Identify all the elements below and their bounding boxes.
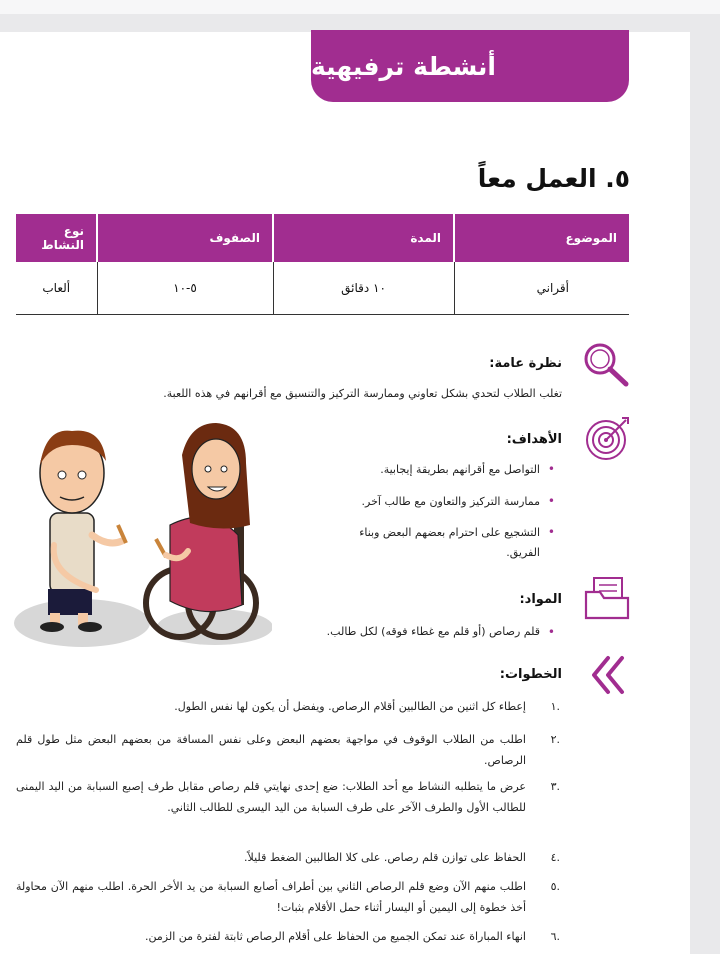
double-chevron-icon (588, 652, 628, 698)
table-header-cell: الصفوف (97, 214, 273, 262)
bullet: • (547, 494, 555, 508)
step-number: ٥. (550, 880, 560, 893)
step-item: انهاء المباراة عند تمكن الجميع من الحفاظ على أقلام الرصاص ثابتة لفترة من الزمن. (145, 930, 526, 943)
overview-text: تغلب الطلاب لتحدي بشكل تعاوني وممارسة التركيز والتنسيق مع أقرانهم في هذه اللعبة. (163, 387, 562, 400)
top-strip (0, 0, 720, 14)
table-header-cell: نوع النشاط (16, 214, 97, 262)
overview-heading: نظرة عامة: (489, 356, 562, 371)
table-header-cell: المدة (273, 214, 454, 262)
step-item: إعطاء كل اثنين من الطالبين أقلام الرصاص. ويفضل أن يكون لها نفس الطول. (174, 700, 526, 713)
banner-title: أنشطة ترفيهية (311, 51, 496, 81)
table-cell: ٥-١٠ (97, 262, 273, 315)
bullet: • (547, 525, 555, 539)
folder-icon (582, 574, 632, 622)
students-illustration (10, 405, 272, 653)
goal-item: التواصل مع أقرانهم بطريقة إيجابية. (380, 463, 540, 476)
activity-info-table (16, 214, 629, 315)
steps-heading: الخطوات: (499, 667, 562, 682)
material-item: قلم رصاص (أو قلم مع غطاء فوقه) لكل طالب. (326, 625, 540, 638)
section-banner (311, 30, 629, 102)
step-number: ٤. (550, 851, 560, 864)
table-cell: أقراني (454, 262, 629, 315)
table-header-cell: الموضوع (454, 214, 629, 262)
target-icon (582, 414, 632, 464)
activity-title: ٥. العمل معاً (477, 164, 630, 193)
bullet: • (547, 625, 555, 639)
goals-heading: الأهداف: (506, 432, 562, 447)
step-number: ٣. (550, 780, 560, 793)
step-item: عرض ما يتطلبه النشاط مع أحد الطلاب: ضع إحدى نهايتي قلم رصاص مقابل طرف إصبع السبابة من اليد اليمنى للطالب الأول والطرف الآخر على طرف السبابة من اليد اليسرى للطالب الثاني. (16, 780, 526, 815)
table-cell: ألعاب (16, 262, 97, 315)
step-item: اطلب من الطلاب الوقوف في مواجهة بعضهم البعض وعلى نفس المسافة من بعضهم البعض مثل طول قلم الرصاص. (16, 733, 526, 768)
table-header-row (16, 214, 629, 262)
materials-heading: المواد: (519, 592, 562, 607)
table-row (16, 262, 629, 315)
step-number: ١. (550, 700, 560, 713)
bullet: • (547, 462, 555, 476)
table-cell: ١٠ دقائق (273, 262, 454, 315)
step-item: اطلب منهم الآن وضع قلم الرصاص الثاني بين أطراف أصابع السبابة من يد الأخر الحرة. اطلب منهم الآن محاولة أخذ خطوة إلى اليمين أو اليسار أثناء حمل الأقلام بثبات! (16, 880, 526, 915)
goal-item: التشجيع على احترام بعضهم البعض وبناء الفريق. (359, 526, 540, 559)
magnifier-icon (580, 340, 632, 388)
step-item: الحفاظ على توازن قلم رصاص. على كلا الطالبين الضغط قليلاً. (244, 851, 526, 864)
goal-item: ممارسة التركيز والتعاون مع طالب آخر. (361, 495, 540, 508)
step-number: ٢. (550, 733, 560, 746)
step-number: ٦. (550, 930, 560, 943)
